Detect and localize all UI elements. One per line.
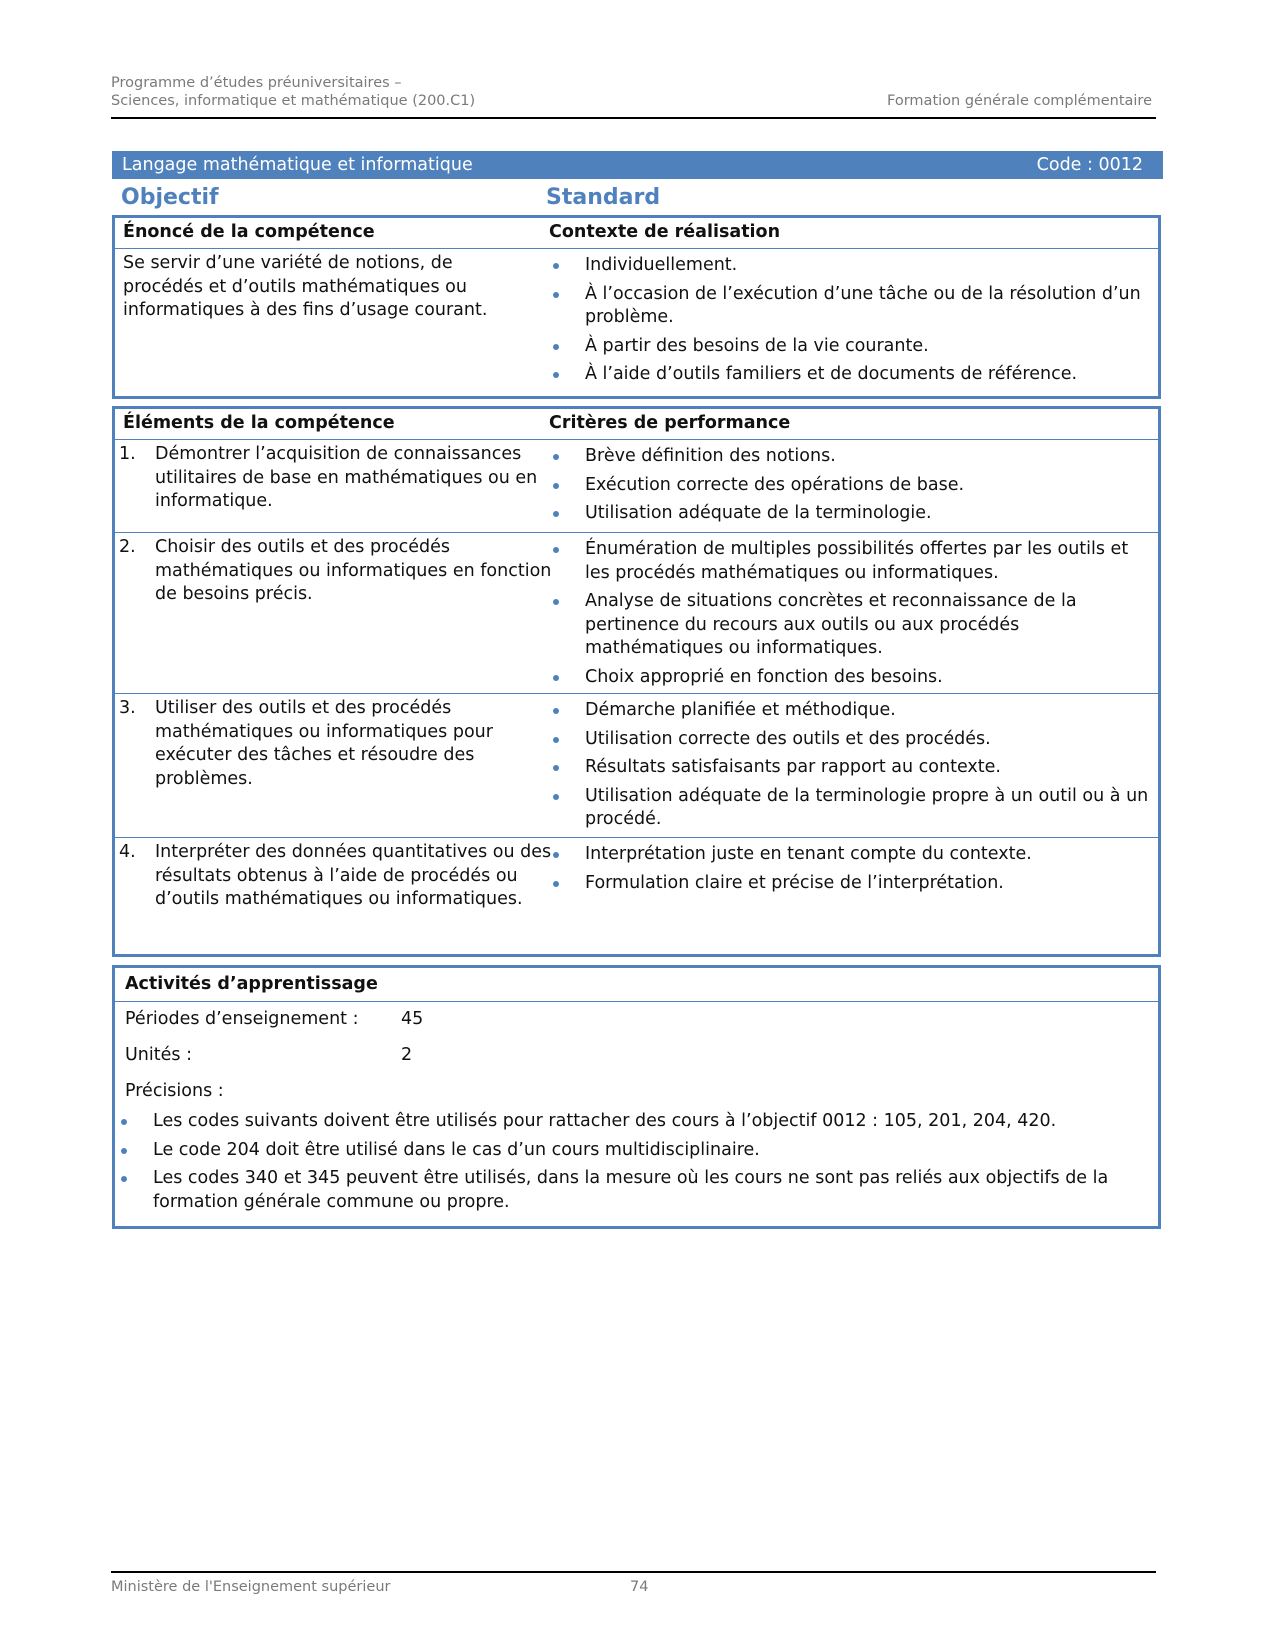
bullet-text: Formulation claire et précise de l’interprétation.: [585, 872, 1004, 893]
element-row: [115, 533, 1158, 694]
bullet-icon: [553, 547, 559, 553]
bullet-text: Utilisation adéquate de la terminologie.: [585, 503, 932, 523]
context-list: [549, 254, 1150, 387]
bullet-item: [549, 283, 1150, 330]
bullet-text: Les codes suivants doivent être utilisés pour rattacher des cours à l’objectif 0012 : 105, 201, 204, 420.: [153, 1111, 1057, 1131]
bullet-item: [549, 538, 1150, 585]
competence-header-row: [115, 218, 1158, 249]
criteria-list: [549, 538, 1150, 689]
bullet-icon: [553, 263, 559, 269]
bullet-text: Utilisation correcte des outils et des procédés.: [585, 728, 991, 749]
element-text-cell: [119, 697, 565, 791]
bullet-icon: [553, 794, 559, 800]
bullet-text: À l’aide d’outils familiers et de documents de référence.: [585, 364, 1078, 384]
activities-header-row: [115, 968, 1158, 1002]
element-row: [115, 694, 1158, 838]
criteria-list: [549, 699, 1150, 832]
bullet-text: Brève définition des notions.: [585, 446, 836, 466]
units-row: [125, 1044, 413, 1068]
bullet-text: Démarche planifiée et méthodique.: [585, 700, 896, 720]
bullet-item: [549, 445, 1150, 469]
bullet-item: [549, 335, 1150, 359]
competency-title: Langage mathématique et informatique: [122, 155, 473, 175]
bullet-item: [549, 666, 1150, 690]
elements-header-row: [115, 409, 1158, 440]
bullet-icon: [121, 1176, 127, 1182]
bullet-item: [117, 1139, 1150, 1163]
bullet-text: Le code 204 doit être utilisé dans le cas d’un cours multidisciplinaire.: [153, 1139, 760, 1160]
bullet-icon: [553, 344, 559, 350]
element-text-cell: [119, 841, 565, 912]
objectif-heading: Objectif: [121, 185, 219, 210]
periods-value: 45: [401, 1009, 424, 1029]
element-text: Utiliser des outils et des procédés mathématiques ou informatiques pour exécuter des tâches et résoudre des problèmes.: [155, 698, 493, 789]
elements-heading: Éléments de la compétence: [123, 413, 395, 433]
bullet-icon: [121, 1148, 127, 1154]
program-title-line2: Sciences, informatique et mathématique (200.C1): [111, 93, 476, 109]
units-label: Unités :: [125, 1045, 192, 1065]
element-text-cell: [119, 443, 565, 514]
competency-title-bar: [112, 151, 1163, 179]
enonce-heading: Énoncé de la compétence: [123, 222, 375, 242]
bullet-text: Utilisation adéquate de la terminologie propre à un outil ou à un procédé.: [585, 785, 1149, 829]
bullet-item: [117, 1167, 1150, 1214]
bullet-text: À l’occasion de l’exécution d’une tâche ou de la résolution d’un problème.: [585, 283, 1141, 327]
bullet-icon: [553, 372, 559, 378]
criteria-list: [549, 843, 1150, 895]
bullet-text: Les codes 340 et 345 peuvent être utilisés, dans la mesure où les cours ne sont pas reliés aux objectifs de la formation générale commune ou propre.: [153, 1168, 1109, 1212]
bullet-item: [549, 843, 1150, 867]
bullet-icon: [553, 454, 559, 460]
bullet-item: [549, 363, 1150, 387]
competence-body-row: [115, 249, 1158, 394]
bullet-item: [549, 785, 1150, 832]
activities-box: [112, 965, 1161, 1229]
page-number: 74: [630, 1579, 649, 1595]
element-number: 3.: [119, 698, 136, 718]
element-row: [115, 838, 1158, 941]
bullet-item: [549, 872, 1150, 896]
bullet-icon: [553, 708, 559, 714]
element-text: Démontrer l’acquisition de connaissances utilitaires de base en mathématiques ou en informatique.: [155, 444, 538, 511]
bullet-icon: [553, 511, 559, 517]
elements-box: [112, 406, 1161, 957]
element-number: 4.: [119, 842, 136, 862]
activities-body-row: [115, 1002, 1158, 1227]
footer-ministry: Ministère de l'Enseignement supérieur: [111, 1579, 391, 1595]
bullet-text: À partir des besoins de la vie courante.: [585, 335, 929, 356]
bullet-item: [549, 699, 1150, 723]
bullet-text: Analyse de situations concrètes et reconnaissance de la pertinence du recours aux outils ou aux procédés mathématiques ou informatiques.: [585, 591, 1077, 658]
bullet-icon: [121, 1119, 127, 1125]
competence-statement: Se servir d’une variété de notions, de procédés et d’outils mathématiques ou informatiques à des fins d’usage courant.: [123, 253, 488, 320]
page-header: [111, 74, 1156, 119]
element-text-cell: [119, 536, 565, 607]
activities-heading: Activités d’apprentissage: [125, 974, 378, 994]
page-footer: [111, 1571, 1156, 1595]
bullet-icon: [553, 292, 559, 298]
bullet-text: Énumération de multiples possibilités offertes par les outils et les procédés mathématiques ou informatiques.: [585, 539, 1129, 583]
bullet-icon: [553, 599, 559, 605]
competency-code: Code : 0012: [1036, 155, 1143, 175]
bullet-icon: [553, 852, 559, 858]
program-title: [111, 74, 475, 110]
bullet-item: [549, 254, 1150, 278]
contexte-heading: Contexte de réalisation: [549, 222, 781, 242]
competence-box: [112, 215, 1161, 399]
bullet-icon: [553, 881, 559, 887]
element-number: 2.: [119, 537, 136, 557]
criteres-heading: Critères de performance: [549, 413, 791, 433]
bullet-icon: [553, 737, 559, 743]
element-row: [115, 440, 1158, 533]
element-number: 1.: [119, 444, 136, 464]
bullet-icon: [553, 765, 559, 771]
bullet-text: Interprétation juste en tenant compte du contexte.: [585, 844, 1032, 864]
bullet-item: [549, 590, 1150, 661]
precisions-list: [117, 1110, 1150, 1214]
bullet-item: [117, 1110, 1150, 1134]
bullet-text: Exécution correcte des opérations de base.: [585, 474, 965, 495]
precisions-label: Précisions :: [125, 1081, 224, 1101]
periods-label: Périodes d’enseignement :: [125, 1009, 359, 1029]
bullet-item: [549, 756, 1150, 780]
bullet-text: Résultats satisfaisants par rapport au contexte.: [585, 757, 1001, 777]
bullet-item: [549, 474, 1150, 498]
element-text: Interpréter des données quantitatives ou des résultats obtenus à l’aide de procédés ou d’outils mathématiques ou informatiques.: [155, 842, 552, 909]
periods-row: [125, 1008, 424, 1032]
criteria-list: [549, 445, 1150, 526]
bullet-item: [549, 728, 1150, 752]
bullet-text: Choix approprié en fonction des besoins.: [585, 666, 943, 687]
bullet-text: Individuellement.: [585, 255, 738, 275]
bullet-icon: [553, 483, 559, 489]
section-title: Formation générale complémentaire: [887, 93, 1152, 109]
bullet-item: [549, 502, 1150, 526]
element-text: Choisir des outils et des procédés mathématiques ou informatiques en fonction de besoins précis.: [155, 537, 552, 604]
standard-heading: Standard: [546, 185, 661, 210]
units-value: 2: [401, 1045, 413, 1065]
bullet-icon: [553, 675, 559, 681]
program-title-line1: Programme d’études préuniversitaires –: [111, 75, 402, 91]
